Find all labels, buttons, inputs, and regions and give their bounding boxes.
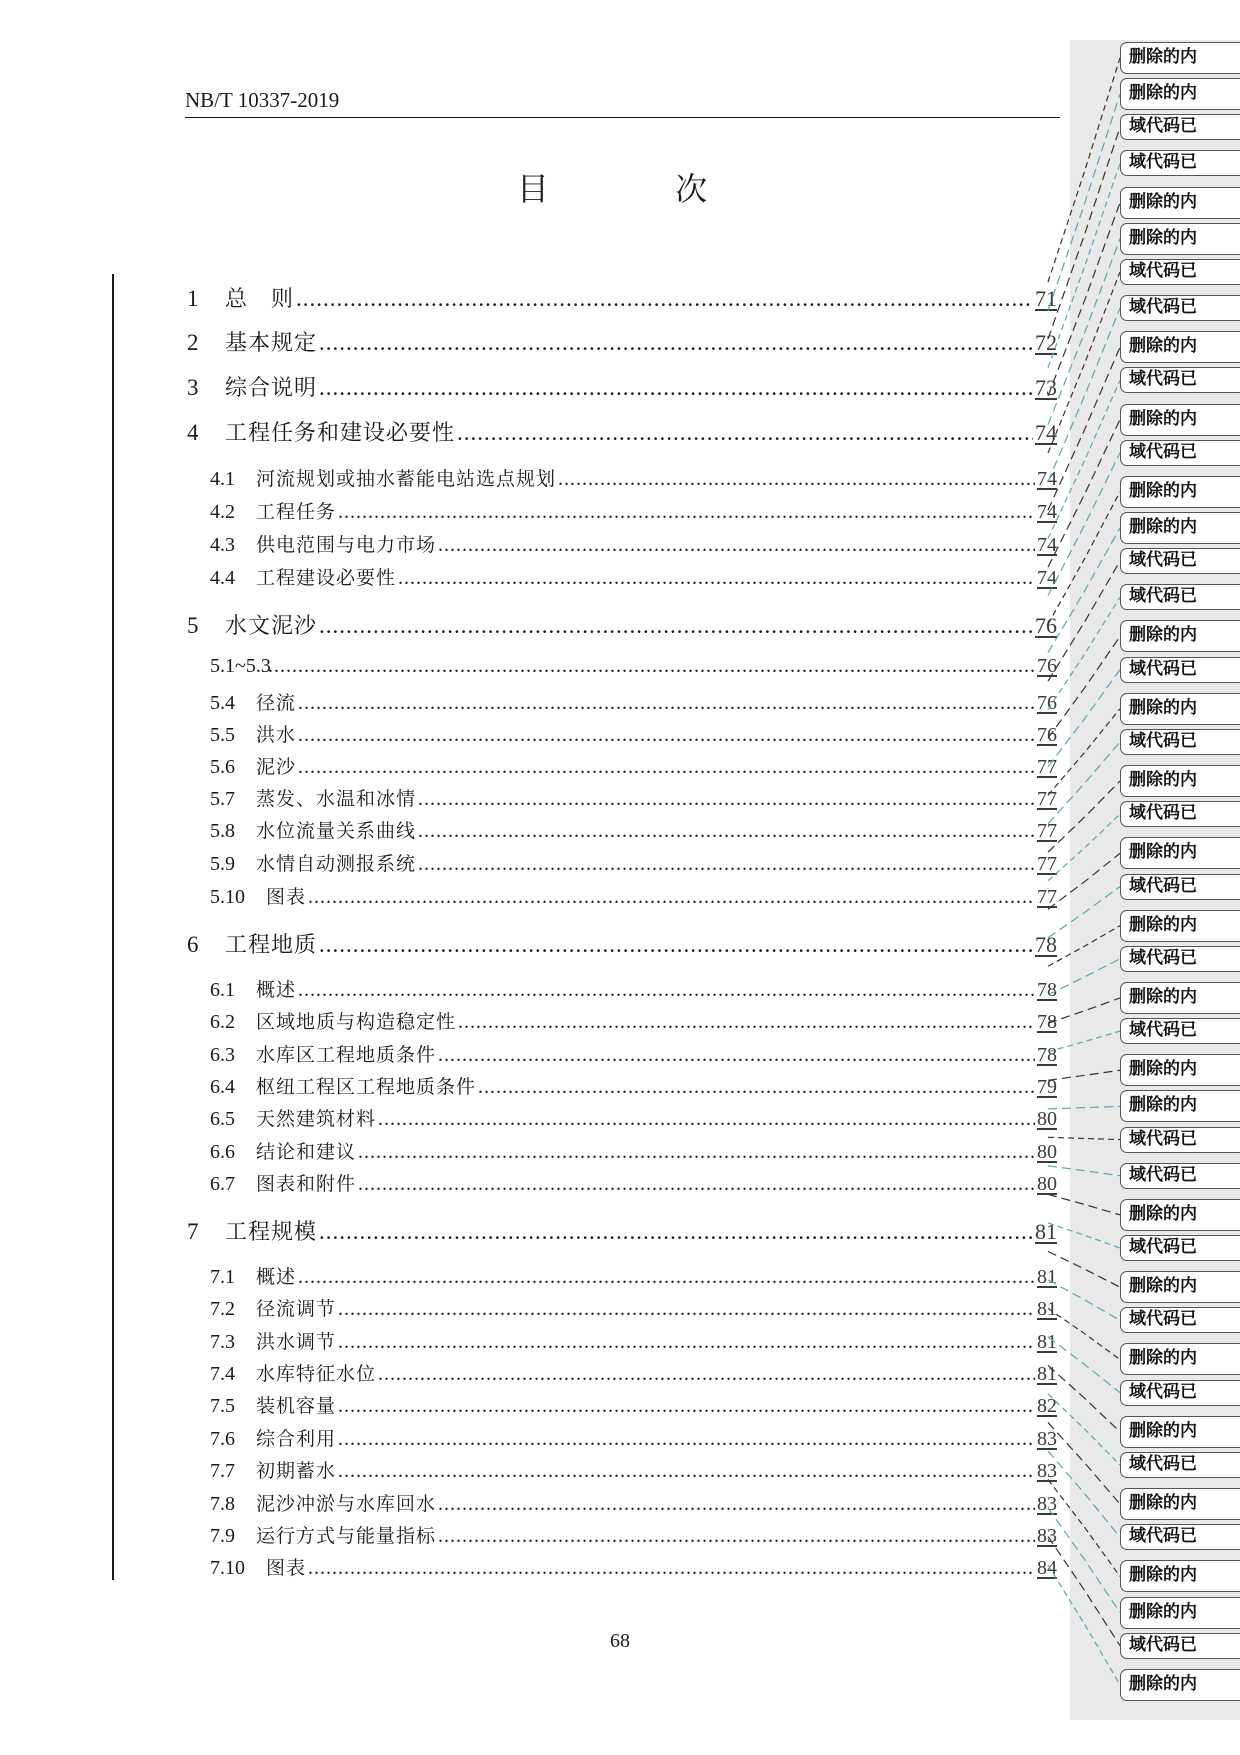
- toc-entry[interactable]: [210, 1359, 1057, 1385]
- toc-entry-number: 7.5: [210, 1395, 235, 1417]
- comment-balloon-field-code[interactable]: 域代码已: [1120, 874, 1240, 900]
- toc-dot-leader: [319, 330, 1033, 356]
- toc-entry[interactable]: [210, 563, 1057, 589]
- comment-balloon-deleted[interactable]: 删除的内: [1120, 1343, 1240, 1375]
- toc-entry-title: 综合利用: [256, 1428, 337, 1450]
- toc-entry-number: 6.4: [210, 1076, 235, 1098]
- toc-dot-leader: [438, 1044, 1035, 1067]
- comment-balloon-field-code[interactable]: 域代码已: [1120, 295, 1240, 321]
- toc-page-link[interactable]: 74: [1037, 468, 1057, 490]
- toc-dot-leader: [308, 886, 1035, 909]
- toc-page-link[interactable]: 77: [1037, 886, 1057, 908]
- toc-entry[interactable]: [210, 1262, 1057, 1288]
- toc-entry[interactable]: [210, 464, 1057, 490]
- comment-balloon-field-code[interactable]: 域代码已: [1120, 259, 1240, 285]
- toc-entry-number: 7.9: [210, 1525, 235, 1547]
- toc-entry-title: 径流调节: [256, 1298, 337, 1320]
- toc-entry-title: 水位流量关系曲线: [256, 820, 417, 842]
- toc-dot-leader: [457, 420, 1033, 446]
- comment-balloon-deleted[interactable]: 删除的内: [1120, 620, 1240, 652]
- toc-entry-title: 初期蓄水: [256, 1460, 337, 1482]
- toc-entry[interactable]: [210, 1553, 1057, 1579]
- toc-page-link[interactable]: 74: [1037, 534, 1057, 556]
- toc-page-link[interactable]: 81: [1035, 1219, 1057, 1244]
- comment-balloon-field-code[interactable]: 域代码已: [1120, 1633, 1240, 1659]
- toc-entry-number: 7.1: [210, 1266, 235, 1288]
- toc-dot-leader: [296, 286, 1033, 312]
- comment-balloon-field-code[interactable]: 域代码已: [1120, 729, 1240, 755]
- toc-entry-number: 5.4: [210, 692, 235, 714]
- toc-entry[interactable]: [210, 530, 1057, 556]
- comment-balloon-deleted[interactable]: 删除的内: [1120, 837, 1240, 869]
- comment-balloon-deleted[interactable]: 删除的内: [1120, 765, 1240, 797]
- toc-entry-title: 装机容量: [256, 1395, 337, 1417]
- toc-entry[interactable]: [210, 1040, 1057, 1066]
- comment-balloon-deleted[interactable]: 删除的内: [1120, 1488, 1240, 1520]
- comment-balloon-deleted[interactable]: 删除的内: [1120, 331, 1240, 363]
- toc-page-link[interactable]: 83: [1037, 1525, 1057, 1547]
- toc-entry-title: 区域地质与构造稳定性: [256, 1011, 457, 1033]
- document-code: NB/T 10337-2019: [185, 88, 340, 112]
- toc-entry-number: 7.10: [210, 1557, 245, 1579]
- comment-balloon-deleted[interactable]: 删除的内: [1120, 223, 1240, 255]
- toc-page-link[interactable]: 83: [1037, 1428, 1057, 1450]
- toc-entry-title: 运行方式与能量指标: [256, 1525, 437, 1547]
- toc-page-link[interactable]: 72: [1035, 330, 1057, 355]
- toc-entry-title: 水库区工程地质条件: [256, 1044, 437, 1066]
- toc-dot-leader: [319, 613, 1033, 639]
- toc-page-link[interactable]: 81: [1037, 1298, 1057, 1320]
- toc-entry-title: 水库特征水位: [256, 1363, 377, 1385]
- toc-entry-title: 径流: [256, 692, 297, 714]
- page-title: 目 次: [516, 170, 766, 208]
- toc-entry-title: 河流规划或抽水蓄能电站选点规划: [256, 468, 557, 490]
- toc-page-link[interactable]: 74: [1037, 567, 1057, 589]
- toc-entry-title: 综合说明: [225, 376, 318, 401]
- toc-page-link[interactable]: 78: [1037, 1044, 1057, 1066]
- toc-entry-title: 工程规模: [225, 1220, 318, 1245]
- toc-dot-leader: [558, 468, 1035, 491]
- toc-entry[interactable]: [210, 1169, 1057, 1195]
- toc-dot-leader: [338, 1395, 1035, 1418]
- toc-dot-leader: [298, 692, 1035, 715]
- toc-entry-number: 6.1: [210, 979, 235, 1001]
- toc-entry-number: 5.6: [210, 756, 235, 778]
- toc-dot-leader: [458, 1011, 1035, 1034]
- toc-dot-leader: [298, 979, 1035, 1002]
- toc-entry-number: 4.2: [210, 501, 235, 523]
- toc-dot-leader: [378, 1108, 1035, 1131]
- toc-page-link[interactable]: 82: [1037, 1395, 1057, 1417]
- toc-dot-leader: [319, 375, 1033, 401]
- toc-page-link[interactable]: 81: [1037, 1266, 1057, 1288]
- comment-balloon-deleted[interactable]: 删除的内: [1120, 693, 1240, 725]
- toc-entry-title: 工程地质: [225, 933, 318, 958]
- toc-entry[interactable]: [210, 784, 1057, 810]
- toc-entry[interactable]: [187, 416, 1057, 446]
- toc-entry-number: 3: [187, 375, 199, 400]
- toc-entry-number: 7.3: [210, 1331, 235, 1353]
- toc-dot-leader: [338, 1460, 1035, 1483]
- toc-dot-leader: [398, 567, 1035, 590]
- comment-balloon-field-code[interactable]: 域代码已: [1120, 367, 1240, 393]
- toc-entry-number: 6.3: [210, 1044, 235, 1066]
- toc-entry-title: 枢纽工程区工程地质条件: [256, 1076, 477, 1098]
- toc-entry-number: 7.4: [210, 1363, 235, 1385]
- toc-entry-title: 总 则: [225, 287, 295, 312]
- toc-entry-title: 洪水调节: [256, 1331, 337, 1353]
- toc-page-link[interactable]: 76: [1037, 655, 1057, 677]
- toc-dot-leader: [438, 1525, 1035, 1548]
- toc-entry-number: 5.8: [210, 820, 235, 842]
- page-number: 68: [610, 1630, 630, 1652]
- toc-page-link[interactable]: 76: [1037, 724, 1057, 746]
- comment-balloon-deleted[interactable]: 删除的内: [1120, 982, 1240, 1014]
- toc-dot-leader: [319, 1219, 1033, 1245]
- toc-entry-title: 泥沙: [256, 756, 297, 778]
- toc-entry-number: 4.1: [210, 468, 235, 490]
- toc-page-link[interactable]: 79: [1037, 1076, 1057, 1098]
- toc-entry[interactable]: [187, 371, 1057, 401]
- comment-balloon-field-code[interactable]: 域代码已: [1120, 1452, 1240, 1478]
- toc-entry-title: 泥沙冲淤与水库回水: [256, 1493, 437, 1515]
- toc-entry[interactable]: [210, 1007, 1057, 1033]
- comment-balloon-field-code[interactable]: 域代码已: [1120, 1380, 1240, 1406]
- toc-dot-leader: [338, 1428, 1035, 1451]
- toc-entry[interactable]: [210, 720, 1057, 746]
- toc-entry-title: 图表: [266, 886, 307, 908]
- toc-entry[interactable]: [210, 1456, 1057, 1482]
- comment-balloon-deleted[interactable]: 删除的内: [1120, 1669, 1240, 1701]
- toc-page-link[interactable]: 81: [1037, 1363, 1057, 1385]
- comment-balloon-field-code[interactable]: 域代码已: [1120, 1307, 1240, 1333]
- toc-page-link[interactable]: 78: [1035, 932, 1057, 957]
- comment-balloon-deleted[interactable]: 删除的内: [1120, 1560, 1240, 1592]
- toc-entry-number: 1: [187, 286, 199, 311]
- toc-entry-title: 洪水: [256, 724, 297, 746]
- toc-entry[interactable]: [210, 752, 1057, 778]
- toc-page-link[interactable]: 74: [1037, 501, 1057, 523]
- toc-dot-leader: [338, 501, 1035, 524]
- toc-page-link[interactable]: 73: [1035, 375, 1057, 400]
- toc-dot-leader: [418, 788, 1035, 811]
- toc-entry-number: 6.2: [210, 1011, 235, 1033]
- toc-dot-leader: [358, 1141, 1035, 1164]
- comment-balloon-deleted[interactable]: 删除的内: [1120, 1199, 1240, 1231]
- toc-entry[interactable]: [187, 1215, 1057, 1245]
- toc-dot-leader: [438, 1493, 1035, 1516]
- comment-balloon-deleted[interactable]: 删除的内: [1120, 78, 1240, 110]
- toc-entry[interactable]: [210, 655, 1057, 681]
- toc-entry[interactable]: [210, 1391, 1057, 1417]
- toc-entry[interactable]: [210, 849, 1057, 875]
- comment-balloon-field-code[interactable]: 域代码已: [1120, 1524, 1240, 1550]
- toc-entry-number: 4: [187, 420, 199, 445]
- toc-page-link[interactable]: 71: [1035, 286, 1057, 311]
- comment-balloon-deleted[interactable]: 删除的内: [1120, 42, 1240, 74]
- comment-balloon-deleted[interactable]: 删除的内: [1120, 187, 1240, 219]
- toc-entry-number: 7.2: [210, 1298, 235, 1320]
- toc-dot-leader: [418, 853, 1035, 876]
- toc-entry-number: 7.7: [210, 1460, 235, 1482]
- comment-balloon-deleted[interactable]: 删除的内: [1120, 512, 1240, 544]
- toc-page-link[interactable]: 83: [1037, 1460, 1057, 1482]
- toc-entry[interactable]: [210, 1137, 1057, 1163]
- toc-entry[interactable]: [210, 1294, 1057, 1320]
- toc-dot-leader: [298, 724, 1035, 747]
- toc-dot-leader: [308, 1557, 1035, 1580]
- toc-entry-title: 水情自动测报系统: [256, 853, 417, 875]
- toc-page-link[interactable]: 77: [1037, 756, 1057, 778]
- toc-dot-leader: [298, 756, 1035, 779]
- toc-entry-title: 蒸发、水温和冰情: [256, 788, 417, 810]
- toc-entry-title: 结论和建议: [256, 1141, 357, 1163]
- toc-page-link[interactable]: 76: [1035, 613, 1057, 638]
- toc-entry-number: 5.9: [210, 853, 235, 875]
- toc-entry-title: 概述: [256, 979, 297, 1001]
- toc-entry[interactable]: [210, 816, 1057, 842]
- toc-entry[interactable]: [210, 882, 1057, 908]
- comment-balloon-deleted[interactable]: 删除的内: [1120, 1054, 1240, 1086]
- toc-page-link[interactable]: 76: [1037, 692, 1057, 714]
- comment-balloon-field-code[interactable]: 域代码已: [1120, 801, 1240, 827]
- comment-balloon-field-code[interactable]: 域代码已: [1120, 1127, 1240, 1153]
- toc-entry-title: 天然建筑材料: [256, 1108, 377, 1130]
- toc-entry-title: 图表: [266, 1557, 307, 1579]
- toc-page-link[interactable]: 77: [1037, 853, 1057, 875]
- comment-balloon-field-code[interactable]: 域代码已: [1120, 440, 1240, 466]
- toc-dot-leader: [298, 1266, 1035, 1289]
- toc-entry[interactable]: [187, 326, 1057, 356]
- toc-dot-leader: [358, 1173, 1035, 1196]
- toc-entry-number: 6.6: [210, 1141, 235, 1163]
- comment-balloon-field-code[interactable]: 域代码已: [1120, 1163, 1240, 1189]
- toc-entry[interactable]: [210, 497, 1057, 523]
- toc-entry[interactable]: [187, 928, 1057, 958]
- comment-balloon-deleted[interactable]: 删除的内: [1120, 910, 1240, 942]
- toc-page-link[interactable]: 74: [1035, 420, 1057, 445]
- toc-entry-number: 2: [187, 330, 199, 355]
- toc-page-link[interactable]: 83: [1037, 1493, 1057, 1515]
- toc-entry-number: 7.6: [210, 1428, 235, 1450]
- comment-balloon-field-code[interactable]: 域代码已: [1120, 150, 1240, 176]
- toc-entry[interactable]: [210, 688, 1057, 714]
- comment-balloon-deleted[interactable]: 删除的内: [1120, 1416, 1240, 1448]
- toc-entry[interactable]: [210, 975, 1057, 1001]
- toc-entry-title: 概述: [256, 1266, 297, 1288]
- toc-entry[interactable]: [187, 609, 1057, 639]
- toc-dot-leader: [418, 820, 1035, 843]
- comment-balloon-deleted[interactable]: 删除的内: [1120, 404, 1240, 436]
- toc-dot-leader: [319, 932, 1033, 958]
- comment-balloon-deleted[interactable]: 删除的内: [1120, 1090, 1240, 1122]
- toc-page-link[interactable]: 77: [1037, 788, 1057, 810]
- toc-page-link[interactable]: 81: [1037, 1331, 1057, 1353]
- toc-page-link[interactable]: 84: [1037, 1557, 1057, 1579]
- toc-page-link[interactable]: 78: [1037, 1011, 1057, 1033]
- toc-page-link[interactable]: 77: [1037, 820, 1057, 842]
- toc-entry[interactable]: [187, 282, 1057, 312]
- toc-entry-title: 供电范围与电力市场: [256, 534, 437, 556]
- toc-entry-title: 水文泥沙: [225, 614, 318, 639]
- toc-dot-leader: [338, 1298, 1035, 1321]
- toc-entry[interactable]: [210, 1489, 1057, 1515]
- toc-page-link[interactable]: 80: [1037, 1108, 1057, 1130]
- toc-dot-leader: [378, 1363, 1035, 1386]
- toc-entry-number: 6: [187, 932, 199, 957]
- toc-entry-title: 基本规定: [225, 331, 318, 356]
- toc-entry[interactable]: [210, 1327, 1057, 1353]
- toc-dot-leader: [438, 534, 1035, 557]
- toc-entry-number: 7: [187, 1219, 199, 1244]
- comment-balloon-list: [1120, 0, 1240, 1755]
- toc-entry-number: 5.7: [210, 788, 235, 810]
- comment-balloon-field-code[interactable]: 域代码已: [1120, 548, 1240, 574]
- toc-entry[interactable]: [210, 1424, 1057, 1450]
- toc-page-link[interactable]: 80: [1037, 1141, 1057, 1163]
- toc-entry-number: 5: [187, 613, 199, 638]
- comment-balloon-deleted[interactable]: 删除的内: [1120, 476, 1240, 508]
- toc-entry-number: 5.10: [210, 886, 245, 908]
- toc-entry-number: 5.5: [210, 724, 235, 746]
- toc-dot-leader: [478, 1076, 1035, 1099]
- toc-page-link[interactable]: 78: [1037, 979, 1057, 1001]
- toc-entry-number: 6.7: [210, 1173, 235, 1195]
- toc-entry-title: 工程建设必要性: [256, 567, 397, 589]
- toc-entry[interactable]: [210, 1104, 1057, 1130]
- toc-dot-leader: [268, 655, 1035, 678]
- toc-entry-number: 4.3: [210, 534, 235, 556]
- toc-entry-number: 6.5: [210, 1108, 235, 1130]
- comment-balloon-field-code[interactable]: 域代码已: [1120, 657, 1240, 683]
- toc-entry[interactable]: [210, 1072, 1057, 1098]
- toc-entry-title: 图表和附件: [256, 1173, 357, 1195]
- toc-entry-number: 4.4: [210, 567, 235, 589]
- toc-dot-leader: [338, 1331, 1035, 1354]
- comment-balloon-field-code[interactable]: 域代码已: [1120, 114, 1240, 140]
- toc-entry-number: 5.1~5.3: [210, 655, 271, 677]
- comment-balloon-field-code[interactable]: 域代码已: [1120, 1235, 1240, 1261]
- comment-balloon-field-code[interactable]: 域代码已: [1120, 1018, 1240, 1044]
- toc-entry-number: 7.8: [210, 1493, 235, 1515]
- toc-entry-title: 工程任务: [256, 501, 337, 523]
- toc-entry-title: 工程任务和建设必要性: [225, 421, 456, 446]
- comment-balloon-field-code[interactable]: 域代码已: [1120, 946, 1240, 972]
- comment-balloon-deleted[interactable]: 删除的内: [1120, 1597, 1240, 1629]
- comment-balloon-deleted[interactable]: 删除的内: [1120, 1271, 1240, 1303]
- toc-entry[interactable]: [210, 1521, 1057, 1547]
- toc-page-link[interactable]: 80: [1037, 1173, 1057, 1195]
- comment-balloon-field-code[interactable]: 域代码已: [1120, 584, 1240, 610]
